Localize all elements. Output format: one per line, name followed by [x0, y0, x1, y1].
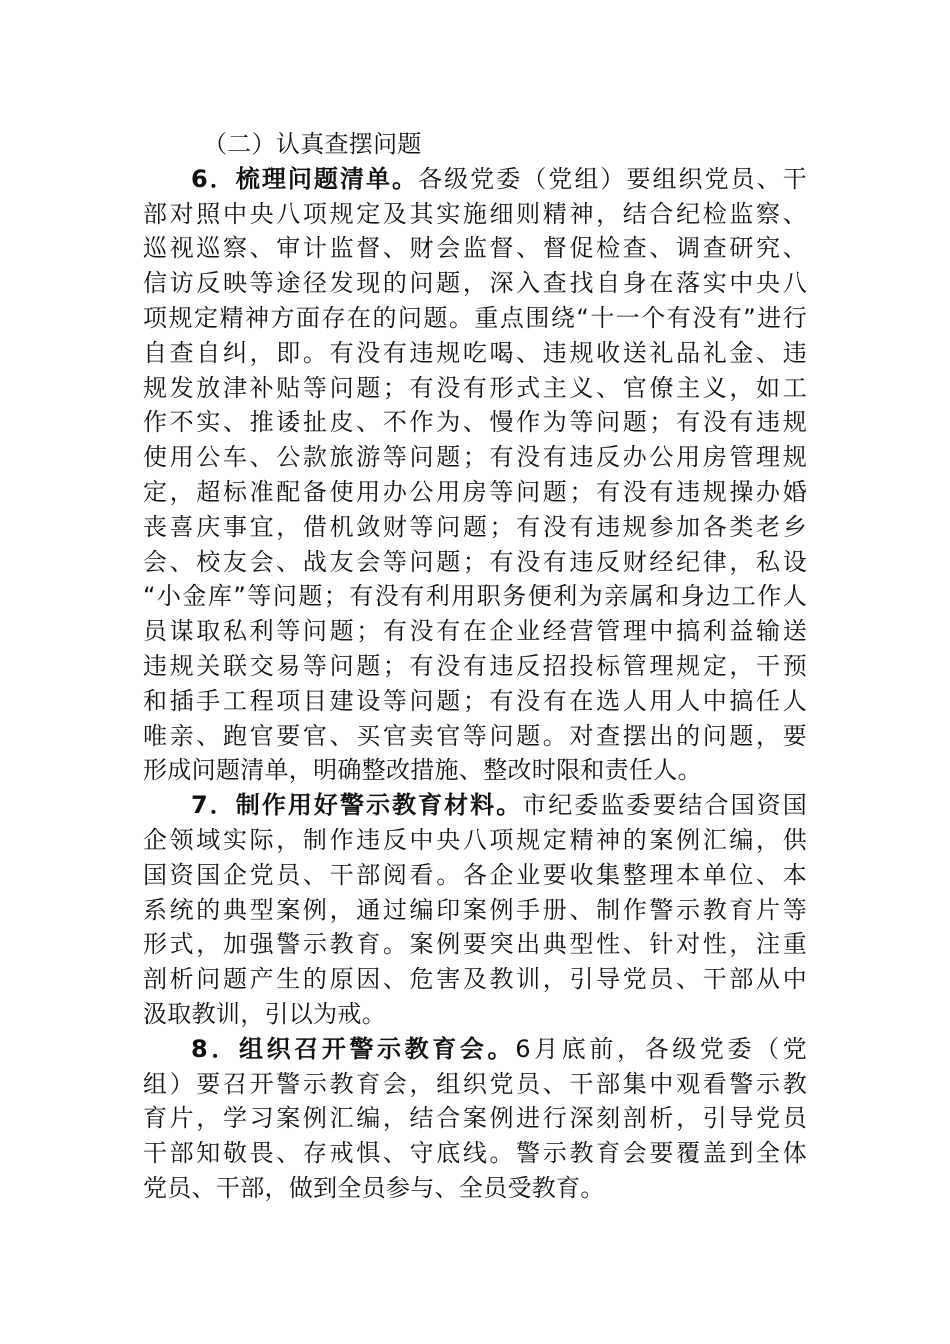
item-8-heading: 8．组织召开警示教育会。 — [191, 1034, 516, 1063]
paragraph-line: 丧喜庆事宜，借机敛财等问题；有没有违规参加各类老乡 — [143, 512, 807, 541]
item-8-text: 6月底前，各级党委（党 — [515, 1034, 807, 1063]
paragraph-line: 巡视巡察、审计监督、财会监督、督促检查、调查研究、 — [143, 234, 807, 263]
paragraph-line: 员谋取私利等问题；有没有在企业经营管理中搞利益输送 — [143, 617, 807, 646]
paragraph-line: 形成问题清单，明确整改措施、整改时限和责任人。 — [143, 756, 702, 785]
paragraph-line: 系统的典型案例，通过编印案例手册、制作警示教育片等 — [143, 895, 807, 924]
paragraph-line: “小金库”等问题；有没有利用职务便利为亲属和身边工作人 — [143, 582, 807, 611]
paragraph-line: 形式，加强警示教育。案例要突出典型性、针对性，注重 — [143, 930, 807, 959]
paragraph-line: 育片，学习案例汇编，结合案例进行深刻剖析，引导党员 — [143, 1104, 807, 1133]
item-7-first-line — [143, 788, 807, 823]
paragraph-line: 项规定精神方面存在的问题。重点围绕“十一个有没有”进行 — [143, 303, 807, 332]
paragraph-line: 自查自纠，即。有没有违规吃喝、违规收送礼品礼金、违 — [143, 338, 807, 367]
document-page — [143, 127, 807, 1206]
paragraph-line: 唯亲、跑官要官、买官卖官等问题。对查摆出的问题，要 — [143, 721, 807, 750]
paragraph-line: 国资国企党员、干部阅看。各企业要收集整理本单位、本 — [143, 860, 807, 889]
item-6-first-line — [143, 162, 807, 197]
item-6-text: 各级党委（党组）要组织党员、干 — [418, 164, 807, 193]
item-7-text: 市纪委监委要结合国资国 — [522, 791, 807, 820]
paragraph-line: 会、校友会、战友会等问题；有没有违反财经纪律，私设 — [143, 547, 807, 576]
paragraph-line: 违规关联交易等问题；有没有违反招投标管理规定，干预 — [143, 651, 807, 680]
paragraph-line: 剖析问题产生的原因、危害及教训，引导党员、干部从中 — [143, 965, 807, 994]
paragraph-line: 规发放津补贴等问题；有没有形式主义、官僚主义，如工 — [143, 373, 807, 402]
paragraph-line: 汲取教训，引以为戒。 — [143, 999, 386, 1028]
paragraph-line: 组）要召开警示教育会，组织党员、干部集中观看警示教 — [143, 1069, 807, 1098]
item-8-first-line — [143, 1032, 807, 1067]
paragraph-line: 部对照中央八项规定及其实施细则精神，结合纪检监察、 — [143, 199, 807, 228]
paragraph-line: 企领域实际，制作违反中央八项规定精神的案例汇编，供 — [143, 825, 807, 854]
paragraph-line: 作不实、推诿扯皮、不作为、慢作为等问题；有没有违规 — [143, 408, 807, 437]
paragraph-line: 干部知敬畏、存戒惧、守底线。警示教育会要覆盖到全体 — [143, 1139, 807, 1168]
paragraph-line: 和插手工程项目建设等问题；有没有在选人用人中搞任人 — [143, 686, 807, 715]
section-subheading: （二）认真查摆问题 — [203, 130, 422, 158]
paragraph-line: 党员、干部，做到全员参与、全员受教育。 — [143, 1173, 605, 1202]
item-7-heading: 7．制作用好警示教育材料。 — [191, 791, 523, 820]
paragraph-line: 使用公车、公款旅游等问题；有没有违反办公用房管理规 — [143, 443, 807, 472]
item-6-heading: 6．梳理问题清单。 — [191, 164, 419, 193]
paragraph-line: 信访反映等途径发现的问题，深入查找自身在落实中央八 — [143, 269, 807, 298]
paragraph-line: 定，超标准配备使用办公用房等问题；有没有违规操办婚 — [143, 477, 807, 506]
